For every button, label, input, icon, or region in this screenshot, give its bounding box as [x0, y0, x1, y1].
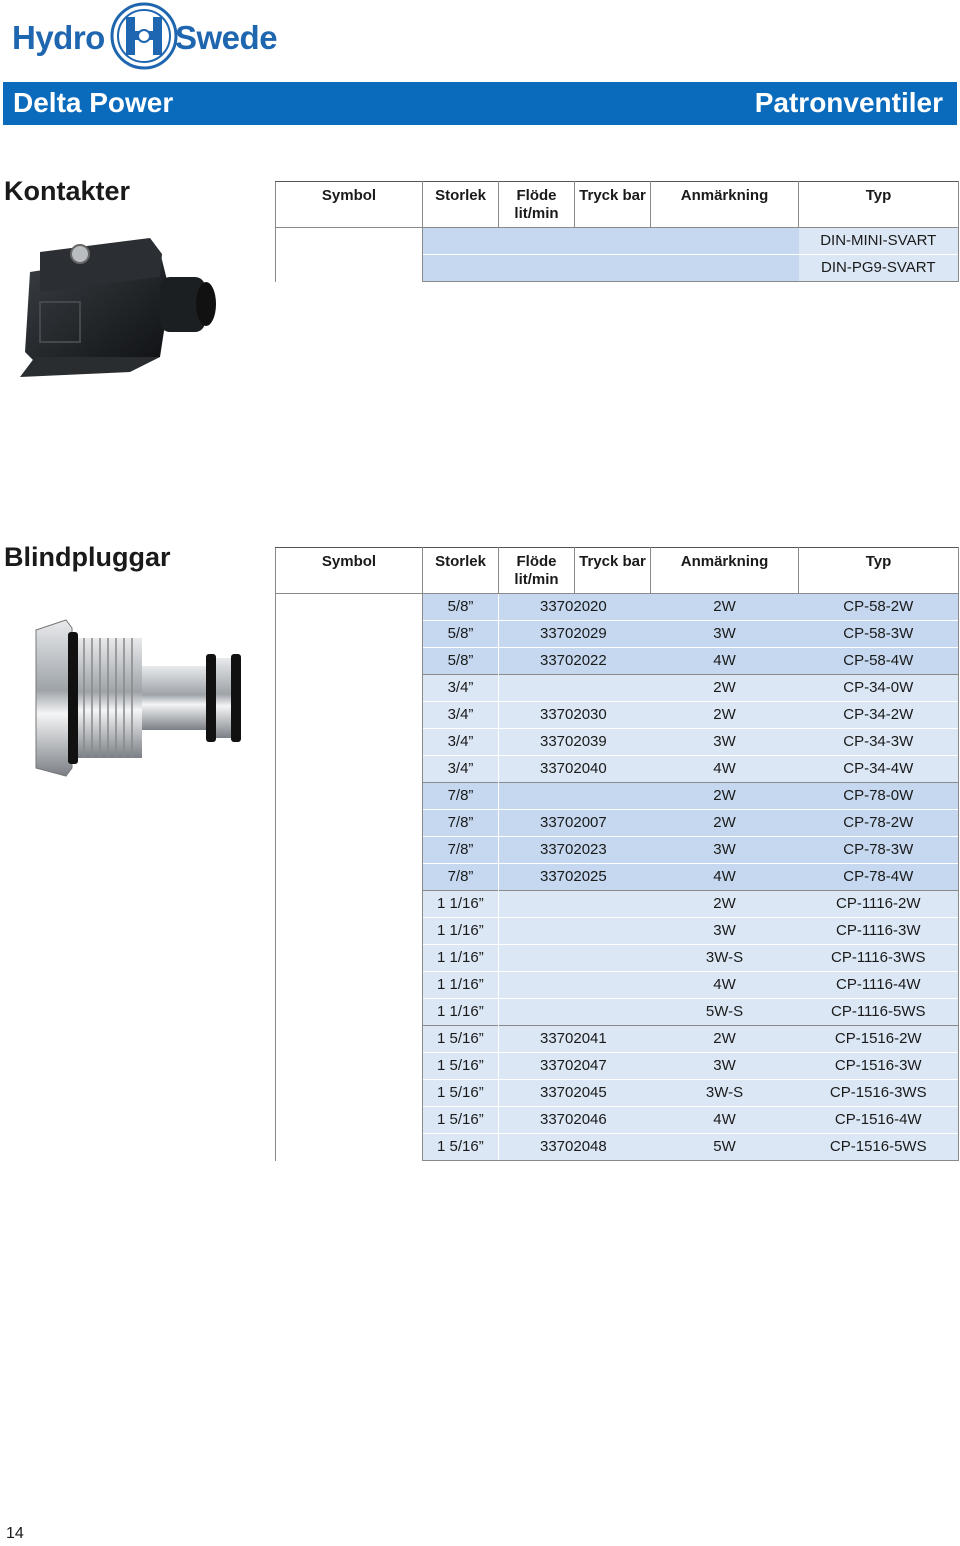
typ-cell: CP-58-4W: [799, 648, 959, 675]
article-number-cell: [499, 891, 651, 918]
anmarkning-cell: 2W: [651, 810, 799, 837]
header-banner: [3, 82, 957, 125]
anmarkning-cell: 3W-S: [651, 1080, 799, 1107]
typ-cell: DIN-PG9-SVART: [799, 255, 959, 282]
typ-cell: CP-1516-3WS: [799, 1080, 959, 1107]
anmarkning-cell: 2W: [651, 702, 799, 729]
typ-cell: CP-1116-3WS: [799, 945, 959, 972]
storlek-cell: 5/8”: [423, 621, 499, 648]
article-number-cell: 33702030: [499, 702, 651, 729]
anmarkning-cell: 3W: [651, 918, 799, 945]
article-number-cell: 33702048: [499, 1134, 651, 1161]
col-header-storlek: Storlek: [423, 548, 499, 594]
article-number-cell: 33702046: [499, 1107, 651, 1134]
col-header-typ: Typ: [799, 548, 959, 594]
typ-cell: CP-58-2W: [799, 594, 959, 621]
typ-cell: CP-1516-5WS: [799, 1134, 959, 1161]
storlek-cell: 1 1/16”: [423, 891, 499, 918]
article-number-cell: 33702025: [499, 864, 651, 891]
article-number-cell: [499, 999, 651, 1026]
article-number-cell: 33702039: [499, 729, 651, 756]
article-number-cell: 33702041: [499, 1026, 651, 1053]
typ-cell: CP-1516-4W: [799, 1107, 959, 1134]
empty-cell: [423, 255, 799, 282]
anmarkning-cell: 4W: [651, 648, 799, 675]
anmarkning-cell: 3W-S: [651, 945, 799, 972]
col-header-tryck: Tryck bar: [575, 548, 651, 594]
typ-cell: CP-58-3W: [799, 621, 959, 648]
article-number-cell: [499, 918, 651, 945]
article-number-cell: 33702040: [499, 756, 651, 783]
storlek-cell: 3/4”: [423, 702, 499, 729]
symbol-cell: [276, 594, 423, 1161]
col-header-storlek: Storlek: [423, 182, 499, 228]
article-number-cell: [499, 783, 651, 810]
col-header-typ: Typ: [799, 182, 959, 228]
article-number-cell: [499, 675, 651, 702]
storlek-cell: 1 5/16”: [423, 1053, 499, 1080]
article-number-cell: 33702007: [499, 810, 651, 837]
col-header-symbol: Symbol: [276, 182, 423, 228]
anmarkning-cell: 4W: [651, 972, 799, 999]
col-header-anmarkning: Anmärkning: [651, 548, 799, 594]
anmarkning-cell: 5W: [651, 1134, 799, 1161]
storlek-cell: 1 5/16”: [423, 1134, 499, 1161]
typ-cell: CP-1516-2W: [799, 1026, 959, 1053]
table-row: [276, 594, 959, 621]
table-row: [276, 228, 959, 255]
logo-text-hydro: Hydro: [12, 19, 105, 56]
typ-cell: CP-34-0W: [799, 675, 959, 702]
anmarkning-cell: 4W: [651, 864, 799, 891]
storlek-cell: 1 1/16”: [423, 972, 499, 999]
anmarkning-cell: 2W: [651, 783, 799, 810]
storlek-cell: 5/8”: [423, 648, 499, 675]
table-header-row: [276, 182, 959, 228]
anmarkning-cell: 2W: [651, 1026, 799, 1053]
anmarkning-cell: 3W: [651, 729, 799, 756]
storlek-cell: 7/8”: [423, 810, 499, 837]
connector-image: [10, 232, 220, 382]
article-number-cell: 33702020: [499, 594, 651, 621]
storlek-cell: 1 5/16”: [423, 1026, 499, 1053]
typ-cell: CP-78-3W: [799, 837, 959, 864]
anmarkning-cell: 5W-S: [651, 999, 799, 1026]
storlek-cell: 5/8”: [423, 594, 499, 621]
typ-cell: DIN-MINI-SVART: [799, 228, 959, 255]
col-header-flode: Flöde lit/min: [499, 548, 575, 594]
typ-cell: CP-1116-3W: [799, 918, 959, 945]
storlek-cell: 1 1/16”: [423, 999, 499, 1026]
article-number-cell: 33702045: [499, 1080, 651, 1107]
typ-cell: CP-78-4W: [799, 864, 959, 891]
typ-cell: CP-34-4W: [799, 756, 959, 783]
blindpluggar-table: [275, 547, 959, 1161]
storlek-cell: 1 1/16”: [423, 945, 499, 972]
typ-cell: CP-1116-2W: [799, 891, 959, 918]
article-number-cell: 33702047: [499, 1053, 651, 1080]
col-header-anmarkning: Anmärkning: [651, 182, 799, 228]
anmarkning-cell: 2W: [651, 891, 799, 918]
page-number: 14: [6, 1525, 24, 1542]
article-number-cell: 33702023: [499, 837, 651, 864]
typ-cell: CP-1516-3W: [799, 1053, 959, 1080]
storlek-cell: 7/8”: [423, 837, 499, 864]
storlek-cell: 1 1/16”: [423, 918, 499, 945]
hydroswede-logo: [10, 2, 280, 72]
symbol-cell: [276, 228, 423, 282]
section-title-blindpluggar: Blindpluggar: [4, 542, 171, 572]
col-header-tryck: Tryck bar: [575, 182, 651, 228]
col-header-flode: Flöde lit/min: [499, 182, 575, 228]
banner-brand: Delta Power: [13, 87, 174, 118]
logo-emblem-icon: [110, 2, 178, 70]
storlek-cell: 7/8”: [423, 864, 499, 891]
article-number-cell: 33702022: [499, 648, 651, 675]
banner-category: Patronventiler: [754, 87, 943, 118]
article-number-cell: [499, 945, 651, 972]
typ-cell: CP-34-3W: [799, 729, 959, 756]
article-number-cell: [499, 972, 651, 999]
empty-cell: [423, 228, 799, 255]
table-header-row: [276, 548, 959, 594]
logo-text-swede: Swede: [175, 19, 278, 56]
anmarkning-cell: 4W: [651, 756, 799, 783]
storlek-cell: 3/4”: [423, 675, 499, 702]
anmarkning-cell: 4W: [651, 1107, 799, 1134]
typ-cell: CP-34-2W: [799, 702, 959, 729]
typ-cell: CP-78-2W: [799, 810, 959, 837]
anmarkning-cell: 3W: [651, 621, 799, 648]
typ-cell: CP-1116-4W: [799, 972, 959, 999]
anmarkning-cell: 2W: [651, 594, 799, 621]
storlek-cell: 1 5/16”: [423, 1080, 499, 1107]
storlek-cell: 3/4”: [423, 756, 499, 783]
col-header-symbol: Symbol: [276, 548, 423, 594]
storlek-cell: 7/8”: [423, 783, 499, 810]
anmarkning-cell: 3W: [651, 837, 799, 864]
section-title-kontakter: Kontakter: [4, 176, 131, 206]
anmarkning-cell: 3W: [651, 1053, 799, 1080]
kontakter-table: [275, 181, 959, 282]
typ-cell: CP-1116-5WS: [799, 999, 959, 1026]
typ-cell: CP-78-0W: [799, 783, 959, 810]
storlek-cell: 1 5/16”: [423, 1107, 499, 1134]
blind-plug-image: [32, 618, 247, 778]
anmarkning-cell: 2W: [651, 675, 799, 702]
article-number-cell: 33702029: [499, 621, 651, 648]
storlek-cell: 3/4”: [423, 729, 499, 756]
